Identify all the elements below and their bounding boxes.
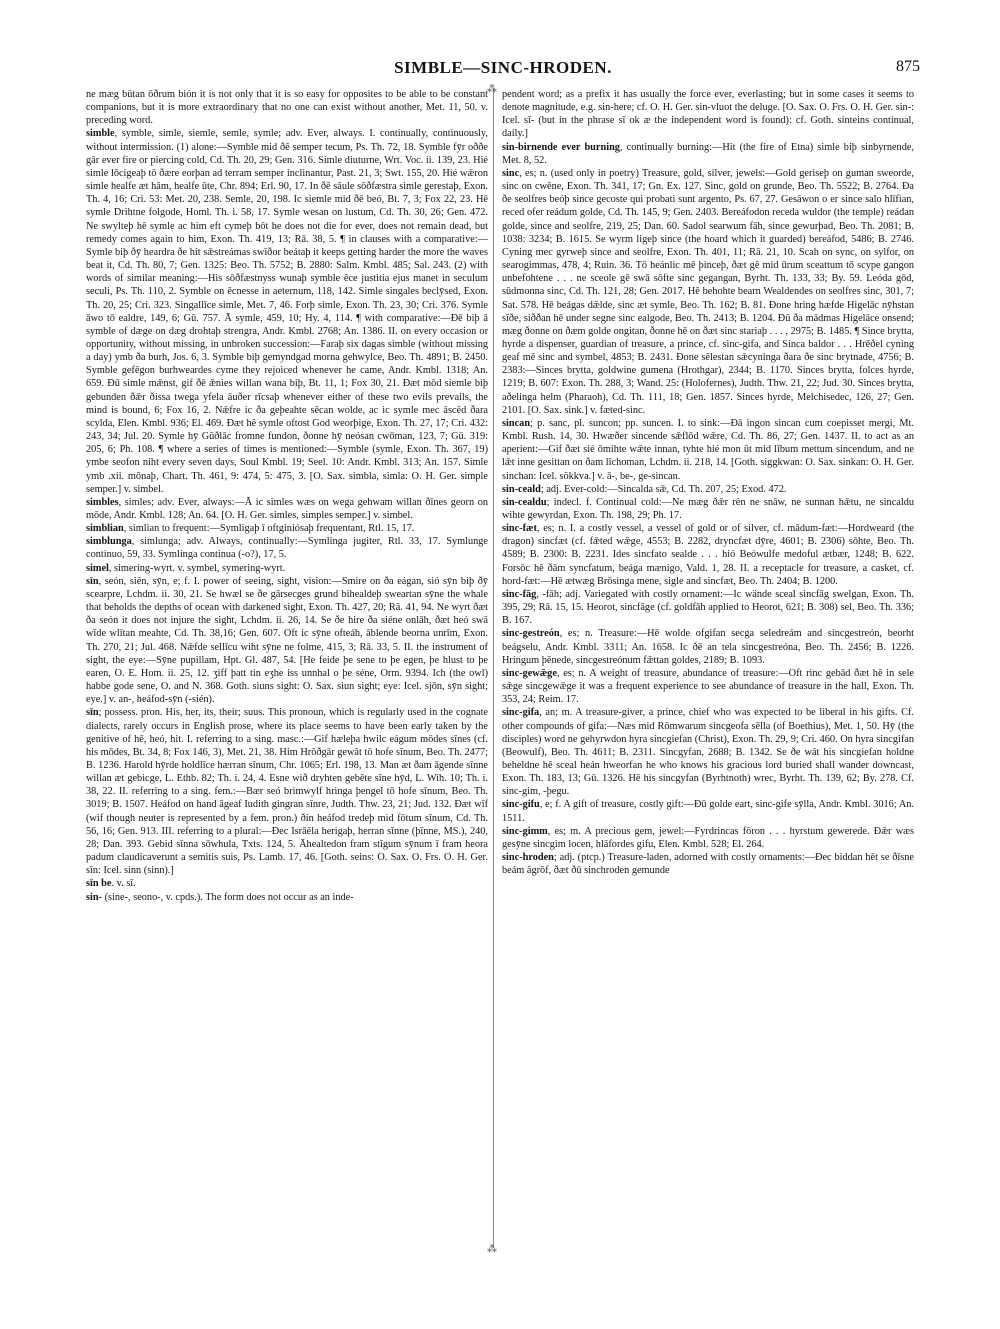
headword: sīn — [86, 575, 99, 587]
headword: sinc-gifu — [502, 799, 540, 811]
entry-sin-prefix-cont: pendent word; as a prefix it has usually the force ever, everlasting; but in some cases it seems to denote magnitude, e.g. sin-here; cf. O. H. Ger. sin-vluot the deluge. [O. Sax. O. Frs. O. H. Ger. sin-: Icel. sī- (but in the phrase sī ok æ the independent word is found): cf. Goth. sinteins continual, daily.] — [502, 89, 914, 140]
entry-sinc: sinc, es; n. (used only in poetry) Treasure, gold, silver, jewels:—Gold gerisеþ on guman sweorde, sinc on cwēne, Exon. Th. 341, 17; Gn. Ex. 127. Sinc, gold on grunde, Beo. Th. 5522; B. 2764. Ða ðe seolfres beóþ since gecoste qui probati sunt argento, Ps. 67, 27. Gesāwon o er since salo hlīfian, reced ofer reádum golde, Cd. Th. 145, 9; Gen. 2403. Bereáfodon receda wuldor (the temple) reádan golde, since and seolfre, 219, 25; Dan. 60. Sadol searwum fāh, since gewurþad, Beo. Th. 2081; B. 1038: 3234; B. 1615. Se wyrm ligeþ since (the hoard which it guarded) bereáfod, 5486; B. 2746. Cyning mec gyrweþ since and seolfre, Exon. Th. 401, 11; Rā. 21, 10. Scah on sync, on sylfor, on searogimmas, 478, 4; Ruin. 36. Tō heánlic mē þinceþ, ðæt gē mid ūrum sceattum tō scype gangon unbefohtene . . . ne sceole gē swā sōfte sinc gegangan, Byrht. Th. 133, 33; By. 59. Leóda gōd, sūdmonna sinc, Cd. Th. 121, 28; Gen. 2017. Hē behohte bearn Wealdendes on seolfres sinc, 301, 7; Sat. 578. Hē beágas dǣlde, sinc æt symle, Beo. Th. 162; B. 81. Ðone hring hæfde Higelāc nȳhstan sīðe, siððan hē under segne sinc ealgode, Beo. Th. 2413; B. 1204. Ðū ða mādmas Higelāce onsend; mæg ðonne on ðæm golde ongitan, ðonne hē on ðæt sinc stariaþ . . . , 2975; B. 1485. ¶ Since brytta, hyrde a dispenser, guardian of treasure, a prince, cf. sinc-gifa, and Sinca baldor . . . Hrēðel cyning geaf mē sinc and symbel, 4853; B. 2431. Ðone sēlestan sǣcyninga ðara ðe sinc brytnade, 4756; B. 2383:—Sinces brytta, goldwine gumena (Hrothgar), 2344; B. 1170. Sinces brytta, folces hyrde, 1219; B. 607: Exon. Th. 288, 3; Wand. 25: (Holofernes), Judth. Thw. 21, 22; Jud. 30. Sinces brytta, aðelinga helm (Pharaoh), Cd. Th. 111, 18; Gen. 1857. Sinces hyrde, Melchisedec, 126, 27; Gen. 2101. [O. Sax. sink.] v. fæted-sinc. — [502, 167, 914, 416]
headword: sinc-gewǣge — [502, 667, 557, 679]
page-header — [86, 58, 920, 80]
entry-simbles: simbles, simles; adv. Ever, always:—Ā ic simles wæs on wega gehwam willan ðīnes georn on mōde, Andr. Kmbl. 128; An. 64. [O. H. Ger. simles, simples semper.] v. simbel. — [86, 496, 488, 521]
left-column — [86, 88, 488, 904]
headword: sin-cealdu — [502, 496, 547, 508]
headword: simblunga — [86, 536, 132, 548]
headword: sinc-hroden — [502, 852, 554, 864]
entry-sin-birnende: sin-birnende ever burning, continually burning:—Hit (the fire of Etna) simle biþ sinbyrnende, Met. 8, 52. — [502, 141, 914, 166]
right-column — [502, 88, 914, 877]
entry-sinc-gifa: sinc-gifa, an; m. A treasure-giver, a prince, chief who was expected to be liberal in his gifts. Cf. other compounds of gifa:—Næs mid Rōmwarum sincgeofa sēlla (of Boethius), Met. 1, 50. Hȳ (the disciples) word ne gehyrwdon hyra sincgiefan (Christ), Exon. Th. 29, 9; Cri. 460. On hyra sincgifan (Beowulf), Beo. Th. 4611; B. 2311. Sincgyfan, 2688; B. 1342. Se ðe wāt his sincgiefan holdne beheldne hē sceal heán hweorfan he who knows his gracious lord buried shall wander downcast, Exon. Th. 183, 13; Gū. 1326. Hē his sincgyfan (Byrhtnoth) wrec, Byrht. Th. 139, 62; By. 278. Cf. sinc-gim, -þegu. — [502, 707, 914, 798]
entry-sin-cealdu: sin-cealdu; indecl. f. Continual cold:—Ne mæg ðǣr rēn ne snāw, ne sunnan hǣtu, ne sincaldu wihte gewyrdan, Exon. Th. 198, 29; Ph. 17. — [502, 496, 914, 521]
headword: sīn be — [86, 878, 112, 890]
entry-fragment: ne mæg būtan ōðrum bión it is not only that it is so easy for opposites to be able to be constant companions, but it is more extraordinary that no one can exist without another, Met. 11, 50. v. preceding word. — [86, 89, 488, 127]
headword: sincan — [502, 417, 531, 429]
entry-sinc-gimm: sinc-gimm, es; m. A precious gem, jewel:—Fyrdrincas fōron . . . hyrstum gewerede. Ðǣr wæs gesȳne sincgim locen, hlāfordes gifu, Elen. Kmbl. 528; El. 264. — [502, 825, 914, 850]
divider-ornament-top: ⁂ — [487, 84, 497, 95]
entry-sincan: sincan; p. sanc, pl. suncon; pp. suncen. I. to sink:—Ðā ingon sincan cum coepisset mergi, Mt. Kmbl. Rush. 14, 30. Hwæðer sincende sǣflōd wǣre, Cd. Th. 86, 27; Gen. 1437. II. to act as an aperient:—Gif ðæt sié ōmihte wǣte innan, tyhte hié mon ūt mid lībum mettum sincendum, and ne lǣt inne gesittan on ðam līchoman, Lchdm. ii. 218, 14. [Goth. siggkwan: O. Sax. sinkan: O. H. Ger. sinchan: Icel. sökkva.] v. ā-, be-, ge-sincan. — [502, 417, 914, 482]
headword: sinc-gimm — [502, 825, 548, 837]
headword: sinc-fæt — [502, 523, 537, 535]
headword: sinc-gestreón — [502, 628, 560, 640]
entry-sin-prefix: sin- (sine-, seono-, v. cpds.). The form does not occur as an inde- — [86, 891, 354, 903]
entry-simble: simble, symble, simle, siemle, semle, symle; adv. Ever, always. I. continually, continuously, without intermission. (1) alone:—Symble mid ðē semper tecum, Ps. Th. 72, 18. Symble fȳr oððe gār ever fire or piercing cold, Cd. Th. 20, 29; Gen. 316. Simle diuturne, Wrt. Voc. ii. 139, 23. Hié simle lōcigeaþ tō ðære eorþan ad terram semper inclinantur, Past. 21, 3; Swt. 155, 20. Hié wǣron simle healfe æt hām, healfe ūte, Chr. 894; Erl. 90, 17. In ðē sāule sōðfæstra simle gerestaþ, Exon. Th. 4, 16; Cri. 53: Met. 20, 238. Semle, 20, 198. Ic siemle mid ðē beó, Bt. 7, 3; Fox 22, 23. Hē symle Drihtne folgode, Homl. Th. i. 58, 17. Symle wesan on lustum, Cd. Th. 30, 26; Gen. 472. Ne swylteþ hē symle ac him eft cymeþ bōt he does not die for ever, does not remain dead, but remedy comes again to him, Exon. Th. 419, 13; Rā. 38, 5. ¶ in clauses with a comparative:—Symle biþ ðȳ heardra ðe hit sǣstreámas swīðor beátaþ it keeps getting harder the more the waves beat it, Cd. Th. 80, 7; Gen. 1325: Beo. Th. 5752; B. 2880: Salm. Kmbl. 485; Sal. 243. (2) with words of similar meaning:—His sōðfæstnyss wunaþ symble ēce justitia ejus manet in seculum seculi, Ps. Th. 110, 2. Symble on ēcnesse in aeternum, 118, 142. Simle singales beclȳsed, Exon. Th. 20, 25; Cri. 323. Singallīce simle, Met. 7, 46. Forþ simle, Exon. Th. 23, 30; Cri. 376. Symle āwo tō ealdre, 149, 6; Gū. 757. Ā symle, 459, 10; Hy. 4, 114. ¶ with comparative:—Ðē biþ ā symble of dæge on dæg drohtaþ strengra, Andr. Kmbl. 2768; An. 1386. II. on every occasion or opportunity, without missing, in unbroken succession:—Faraþ six dagas simble (without missing a day) ymb ða burh, Jos. 6, 3. Symble biþ gemyndgad morna gehwylce, Beo. Th. 4891; B. 2450. Symble gefēgon burhweardes cyme they rejoiced whenever he came, Andr. Kmbl. 1318; An. 659. Ðū simle mǣnst, gif ðē ǣnies willan wana biþ, Bt. 11, 1; Fox 30, 21. Ðæt mōd siemle biþ gebunden ðǣr ðissa twega yfela āuðer rīcsaþ whenever either of these two evils prevails, the mind is bound, 6; Fox 16, 2. Nǣfre ic ða geþeahte sēcan wolde, ac ic symle mec āscēd ðara scylda, Elen. Kmbl. 936; El. 469. Ðæt hē symle oftost God weorþige, Exon. Th. 27, 17; Cri. 432: 243, 34; Jul. 20. Symle hȳ Gūðlāc fromne fundon, ðonne hȳ neósan cwōman, 123, 7; Gū. 319: 205, 6; Ph. 108. ¶ where a series of times is mentioned:—Symble (symle, Exon. Th. 367, 19) ymbe seofon niht every seven days, Soul Kmbl. 19; Seel. 10: Andr. Kmbl. 313; An. 157. Simle ymb .xii. mōnaþ, Chart. Th. 461, 9: 474, 5: 475, 3. [O. Sax. simbla, simla: O. H. Ger. simple semper.] v. simbel. — [86, 128, 488, 495]
page-number: 875 — [896, 58, 920, 75]
headword: sin- — [86, 891, 105, 903]
entry-sin-ceald: sin-ceald; adj. Ever-cold:—Sincalda sǣ, Cd. Th. 207, 25; Exod. 472. — [502, 483, 787, 495]
entry-sinc-gewaege: sinc-gewǣge, es; n. A weight of treasure, abundance of treasure:—Oft rinc gebād ðæt hē in sele sǣge sincgewǣge it was a frequent experience to see abundance of treasure in the hall, Exon. Th. 353, 24; Reim. 17. — [502, 667, 914, 706]
headword: sinc-fāg — [502, 588, 537, 600]
entry-sinc-fag: sinc-fāg, -fāh; adj. Variegated with costly ornament:—Ic wände sceal sincfāg swelgan, Exon. Th. 395, 29; Rā. 15, 15. Heorot, sincfāge (cf. goldfāh applied to Heorot, 621; B. 308) sel, Beo. Th. 336; B. 167. — [502, 588, 914, 627]
entry-sinc-hroden: sinc-hroden; adj. (ptcp.) Treasure-laden, adorned with costly ornaments:—Ðec biddan hēt se ðīsne beám āgrōf, ðæt ðū sinchroden gemunde — [502, 852, 914, 877]
entry-sin-sight: sīn, seón, siēn, sȳn, e; f. I. power of seeing, sight, vision:—Smire on ða eágan, sió sȳn biþ ðȳ scearpre, Lchdm. ii. 30, 21. Se hwæl se ðe gārsecges grund bihealdeþ sweartan sȳne the whale that beholds the depths of ocean with darkened sight, Exon. Th. 427, 20; Rā. 41, 94. Ne wyrt ðæt ða seón it does not injure the sight, Lchdm. ii. 26, 14. Se ðe hire ða siéne onlāh, ðæt heó swā wīde wlītan meahte, Cd. Th. 38,16; Gen. 607. Oft ic sȳne ofteáh, āblende beorna unrīm, Exon. Th. 270, 21; Jul. 468. Nǣfde sellīcu wiht sȳne ne folme, 415, 3; Rā. 33, 5. II. the instrument of sight, the eye:—Sȳne pupillam, Hpt. Gl. 487, 54. [He feide þe sene to þe egen, þe hlust to þe earen, O. E. Hom. ii. 25, 12. ʒiff þatt tin eʒhe iss unnhal o þe séne, Orm. 9394. Ich (the owl) habbe gode sene, O. and N. 368. Goth. siuns sight: O. Sax. siun sight; eye: Icel. sjōn, sȳn sight; eye.] v. an-, heáfod-sȳn (-sién). — [86, 575, 488, 706]
entry-sinc-gifu: sinc-gifu, e; f. A gift of treasure, costly gift:—Ðū golde eart, sinc-gife sȳlla, Andr. Kmbl. 3016; An. 1511. — [502, 799, 914, 824]
headword: sinc — [502, 167, 520, 179]
headword: simblian — [86, 523, 124, 535]
entry-simblunga: simblunga, simlunga; adv. Always, continually:—Symlinga jugiter, Rtl. 33, 17. Symlunge continuo, 59, 33. Symlinga continua (-o?), 17, 5. — [86, 536, 488, 561]
running-title: SIMBLE—SINC-HRODEN. — [394, 58, 612, 77]
headword: sin-ceald — [502, 483, 541, 495]
headword: simel — [86, 562, 109, 574]
entry-sin-pronoun: sīn; possess. pron. His, her, its, their; suus. This pronoun, which is regularly used in the cognate dialects, rarely occurs in English prose, where its place seems to have been early taken by the genitive of hē, heó, hit. I. referring to a sing. masc.:—Gif hæleþa hwilc eágum mōdes sīnes (cf. his mōdes, Bt. 34, 8; Fox 146, 3), Met. 21, 38. Him Hrōðgār gewāt tō hofe sīnum, Beo. Th. 2477; B. 1236. Harold hȳrde holdlīce hærran sīnum, Chr. 1065; Erl. 198, 13. Man æt ðam āgende sīnne willan æt gebicge, L. Ethb. 82; Th. i. 24, 4. Esne wið dryhten gebēte sīne hȳd, L. Wih. 10; Th. i. 38, 22. II. referring to a sing. fem.:—Bær seó brimwylf hringa þengel tō hofe sīnum, Beo. Th. 3019; B. 1507. Heáfod on hand āgeaf Iudith gingran sīnre, Judth. Thw. 23, 21; Jud. 132. Ðæt wīf (wif though neuter is represented by a fem. pron.) ðin heáfod tredeþ mid fōtum sīnum, Cd. Th. 56, 16; Gen. 913. III. referring to a plural:—Ðec Isrāēla herigaþ, herran sīnne (þīnne, MS.), 240, 28; Dan. 393. Gebid sīnna sōwhula, Txts. 124, 5. Āhealtedon fram stīgum sȳnum ī fram heora padum claudicaverunt a semitis suis, Ps. Lamb. 17, 46. [Goth. seins: O. Sax. O. Frs. O. H. Ger. sīn: Icel. sinn (sinn).] — [86, 707, 488, 877]
divider-ornament-bottom: ⁂ — [487, 1244, 497, 1255]
headword: sīn — [86, 707, 99, 719]
headword: simbles — [86, 496, 119, 508]
headword: sinc-gifa — [502, 707, 540, 719]
entry-sin-be: sīn be. v. sī. — [86, 878, 136, 890]
column-divider — [493, 88, 494, 1248]
entry-sinc-faet: sinc-fæt, es; n. I. a costly vessel, a vessel of gold or of silver, cf. mādum-fæt:—Hordweard (the dragon) sincfæt (cf. fǣted wǣge, 4553; B. 2282, dryncfæt dȳre, 4601; B. 2306) sōhte, Beo. Th. 4589; B. 2300: B. 2231. Ides sincfato sealde . . . hió Beówulfe medoful ætbær, 1248; B. 622. Forsōc hē ðām syncfatum, beága mænigo, Vald. 1, 28. II. a receptacle for treasure, a casket, cf. hord-fæt:—Hē ætwæg Brōsinga mene, sigle and sincfæt, Beo. Th. 2404; B. 1200. — [502, 523, 914, 587]
headword: simble — [86, 128, 115, 140]
headword: sin-birnende ever burning — [502, 141, 620, 153]
entry-sinc-gestreon: sinc-gestreón, es; n. Treasure:—Hē wolde ofgifan secga seledreám and sincgestreón, beorht beágselu, Andr. Kmbl. 3311; An. 1658. Ic ðē an tela sincgestreóna, Beo. Th. 2456; B. 1226. Hringum þēnede, sincgestreónum fǣttan goldes, 2189; B. 1093. — [502, 628, 914, 666]
entry-simblian: simblian, simlian to frequent:—Symligaþ ī oftginiósaþ frequentant, Rtl. 15, 17. — [86, 523, 415, 535]
entry-simel: simel, simering-wyrt. v. symbel, symering-wyrt. — [86, 562, 286, 574]
